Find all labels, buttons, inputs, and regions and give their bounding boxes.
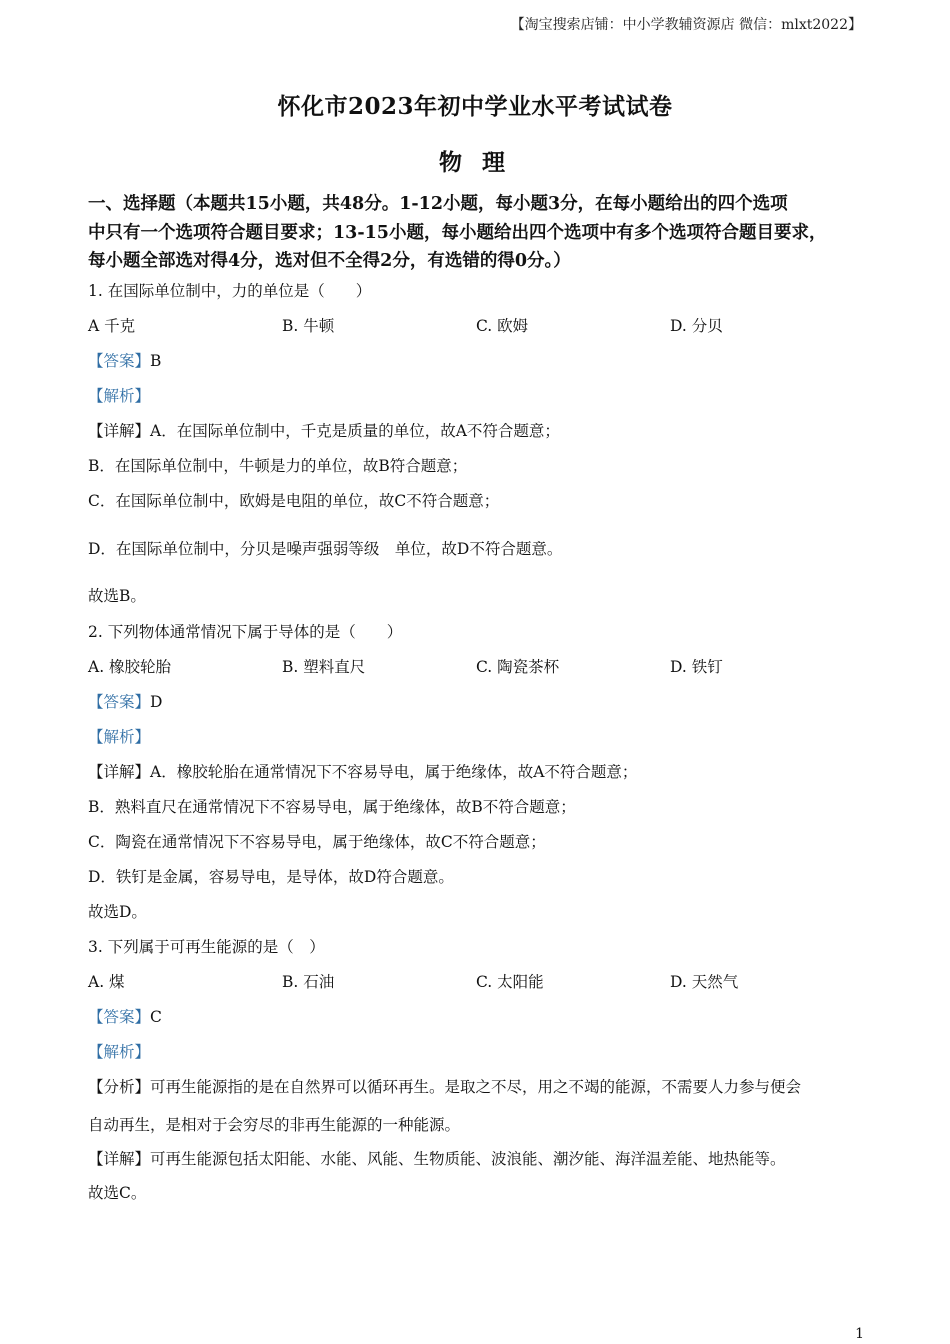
question-3-detail-line — [88, 1147, 786, 1169]
section-heading-line: 中只有一个选项符合题目要求；13-15小题，每小题给出四个选项中有多个选项符合题目要求， — [88, 222, 827, 243]
answer-tag: 【答案】 — [88, 352, 151, 370]
question-3-option-d: D. 天然气 — [670, 973, 739, 991]
question-3-analysis-tag — [88, 1040, 150, 1062]
page-number: 1 — [855, 1326, 864, 1342]
section-heading-line: 每小题全部选对得4分，选对但不全得2分，有选错的得0分。） — [88, 251, 571, 271]
question-1-detail-line: B．在国际单位制中，牛顿是力的单位，故B符合题意； — [88, 457, 468, 475]
question-1-option-a: A 千克 — [88, 317, 136, 335]
question-1-option-b: B. 牛顿 — [282, 317, 335, 335]
question-2-answer — [88, 690, 162, 712]
answer-value: D — [150, 693, 163, 711]
question-3-answer — [88, 1005, 162, 1027]
question-1-option-c: C. 欧姆 — [476, 317, 529, 335]
question-1-detail-line — [88, 419, 560, 441]
question-2-detail-line: C．陶瓷在通常情况下不容易导电，属于绝缘体，故C不符合题意； — [88, 833, 546, 851]
question-2-detail-line: B．熟料直尺在通常情况下不容易导电，属于绝缘体，故B不符合题意； — [88, 798, 576, 816]
detail-text: 可再生能源包括太阳能、水能、风能、生物质能、波浪能、潮汐能、海洋温差能、地热能等。 — [150, 1150, 786, 1168]
question-1-stem: 1. 在国际单位制中，力的单位是（ ） — [88, 282, 372, 300]
question-2-option-b: B. 塑料直尺 — [282, 658, 366, 676]
question-2-stem: 2. 下列物体通常情况下属于导体的是（ ） — [88, 623, 403, 641]
section-heading-line: 一、选择题（本题共15小题，共48分。1-12小题，每小题3分，在每小题给出的四个选项 — [88, 194, 788, 214]
answer-tag: 【答案】 — [88, 1008, 151, 1026]
question-1-detail-line: C．在国际单位制中，欧姆是电阻的单位，故C不符合题意； — [88, 492, 500, 510]
question-1-conclusion: 故选B。 — [88, 587, 146, 605]
question-1-detail-line: D．在国际单位制中，分贝是噪声强弱等级 单位，故D不符合题意。 — [88, 540, 563, 558]
question-3-option-c: C. 太阳能 — [476, 973, 544, 991]
answer-value: C — [150, 1008, 162, 1026]
question-3-analysis-line — [88, 1075, 801, 1097]
question-1-answer — [88, 349, 161, 371]
answer-value: B — [150, 352, 162, 370]
question-1-analysis-tag — [88, 384, 150, 406]
question-3-stem: 3. 下列属于可再生能源的是（ ） — [88, 938, 325, 956]
question-2-detail-line: D．铁钉是金属，容易导电，是导体，故D符合题意。 — [88, 868, 454, 886]
detail-tag: 【详解】 — [88, 1150, 151, 1168]
question-2-conclusion: 故选D。 — [88, 903, 147, 921]
analysis-tag: 【解析】 — [88, 1043, 151, 1061]
page-title: 怀化市2023年初中学业水平考试试卷 — [277, 93, 673, 120]
question-3-conclusion: 故选C。 — [88, 1184, 147, 1202]
fenxi-tag: 【分析】 — [88, 1078, 151, 1096]
section-heading — [88, 190, 888, 276]
question-2-detail-line — [88, 760, 637, 782]
question-2-option-d: D. 铁钉 — [670, 658, 723, 676]
detail-text: A．在国际单位制中，千克是质量的单位，故A不符合题意； — [150, 422, 560, 440]
question-2-option-a: A. 橡胶轮胎 — [88, 658, 172, 676]
detail-text: A．橡胶轮胎在通常情况下不容易导电，属于绝缘体，故A不符合题意； — [150, 763, 638, 781]
analysis-tag: 【解析】 — [88, 387, 151, 405]
detail-tag: 【详解】 — [88, 422, 151, 440]
analysis-tag: 【解析】 — [88, 728, 151, 746]
question-2-option-c: C. 陶瓷茶杯 — [476, 658, 560, 676]
detail-tag: 【详解】 — [88, 763, 151, 781]
subject-title: 物 理 — [438, 149, 511, 176]
question-3-option-a: A. 煤 — [88, 973, 125, 991]
question-3-analysis-line: 自动再生，是相对于会穷尽的非再生能源的一种能源。 — [88, 1116, 461, 1134]
question-1-option-d: D. 分贝 — [670, 317, 723, 335]
question-2-analysis-tag — [88, 725, 150, 747]
answer-tag: 【答案】 — [88, 693, 151, 711]
fenxi-text: 可再生能源指的是在自然界可以循环再生。是取之不尽，用之不竭的能源，不需要人力参与便会 — [150, 1078, 802, 1096]
header-note: 【淘宝搜索店铺：中小学教辅资源店 微信：mlxt2022】 — [510, 17, 862, 33]
question-3-option-b: B. 石油 — [282, 973, 335, 991]
